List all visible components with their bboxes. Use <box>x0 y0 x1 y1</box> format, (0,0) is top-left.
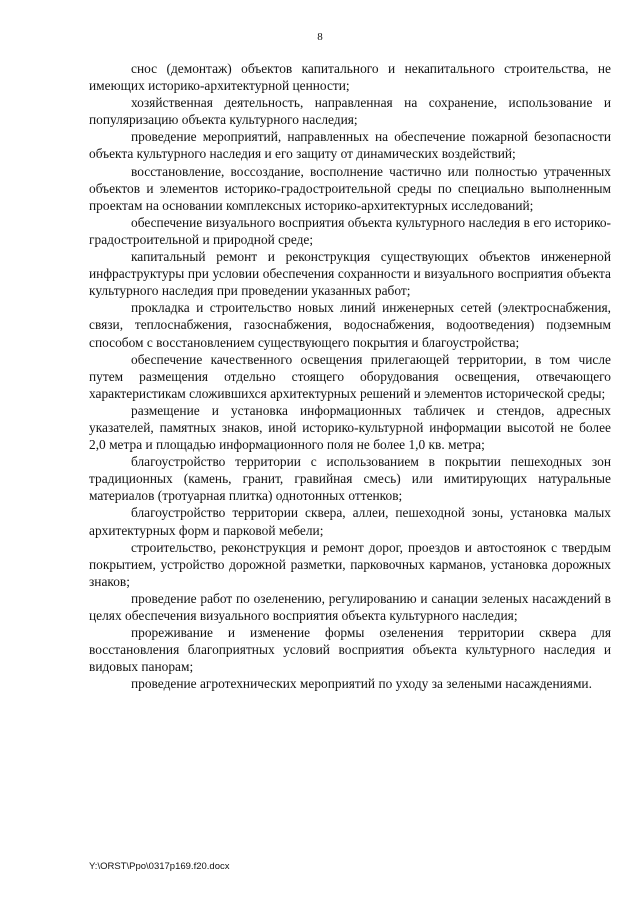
paragraph: капитальный ремонт и реконструкция существующих объектов инженерной инфраструктуры при условии обеспечения сохранности и визуального восприятия объекта культурного наследия при проведении указанных работ; <box>89 249 611 299</box>
paragraph: проведение мероприятий, направленных на обеспечение пожарной безопасности объекта культурного наследия и его защиту от динамических воздействий; <box>89 129 611 162</box>
paragraph: восстановление, воссоздание, восполнение частично или полностью утраченных объектов и элементов историко-градостроительной среды по специально выполненным проектам на основании комплексных историко-архитектурных исследований; <box>89 163 611 213</box>
paragraph: прореживание и изменение формы озеленения территории сквера для восстановления благоприятных условий восприятия объекта культурного наследия и видовых панорам; <box>89 625 611 675</box>
paragraph: благоустройство территории сквера, аллеи, пешеходной зоны, установка малых архитектурных форм и парковой мебели; <box>89 505 611 538</box>
paragraph: прокладка и строительство новых линий инженерных сетей (электроснабжения, связи, теплоснабжения, газоснабжения, водоснабжения, водоотведения) подземным способом с восстановлением существующего покрытия и благоустройства; <box>89 300 611 350</box>
paragraph: обеспечение качественного освещения прилегающей территории, в том числе путем размещения отдельно стоящего оборудования освещения, отвечающего характеристикам сложившихся архитектурных решений и элементов исторической среды; <box>89 351 611 401</box>
paragraph: строительство, реконструкция и ремонт дорог, проездов и автостоянок с твердым покрытием, устройство дорожной разметки, парковочных карманов, установка дорожных знаков; <box>89 539 611 589</box>
page-number: 8 <box>317 31 323 43</box>
paragraph: проведение работ по озеленению, регулированию и санации зеленых насаждений в целях обеспечения визуального восприятия объекта культурного наследия; <box>89 590 611 623</box>
paragraph: снос (демонтаж) объектов капитального и некапитального строительства, не имеющих историко-архитектурной ценности; <box>89 61 611 94</box>
paragraph: проведение агротехнических мероприятий по уходу за зелеными насаждениями. <box>131 676 592 692</box>
file-path-footer: Y:\ORST\Ppo\0317p169.f20.docx <box>89 861 230 872</box>
paragraph: благоустройство территории с использованием в покрытии пешеходных зон традиционных (камень, гранит, гравийная смесь) или имитирующих натуральные материалов (тротуарная плитка) однотонных оттенков; <box>89 454 611 504</box>
paragraph: обеспечение визуального восприятия объекта культурного наследия в его историко-градостроительной и природной среде; <box>89 214 611 247</box>
document-body <box>89 60 611 692</box>
paragraph: хозяйственная деятельность, направленная на сохранение, использование и популяризацию объекта культурного наследия; <box>89 95 611 128</box>
paragraph: размещение и установка информационных табличек и стендов, адресных указателей, памятных знаков, иной историко-культурной информации высотой не более 2,0 метра и площадью информационного поля не более 1,0 кв. метра; <box>89 402 611 453</box>
